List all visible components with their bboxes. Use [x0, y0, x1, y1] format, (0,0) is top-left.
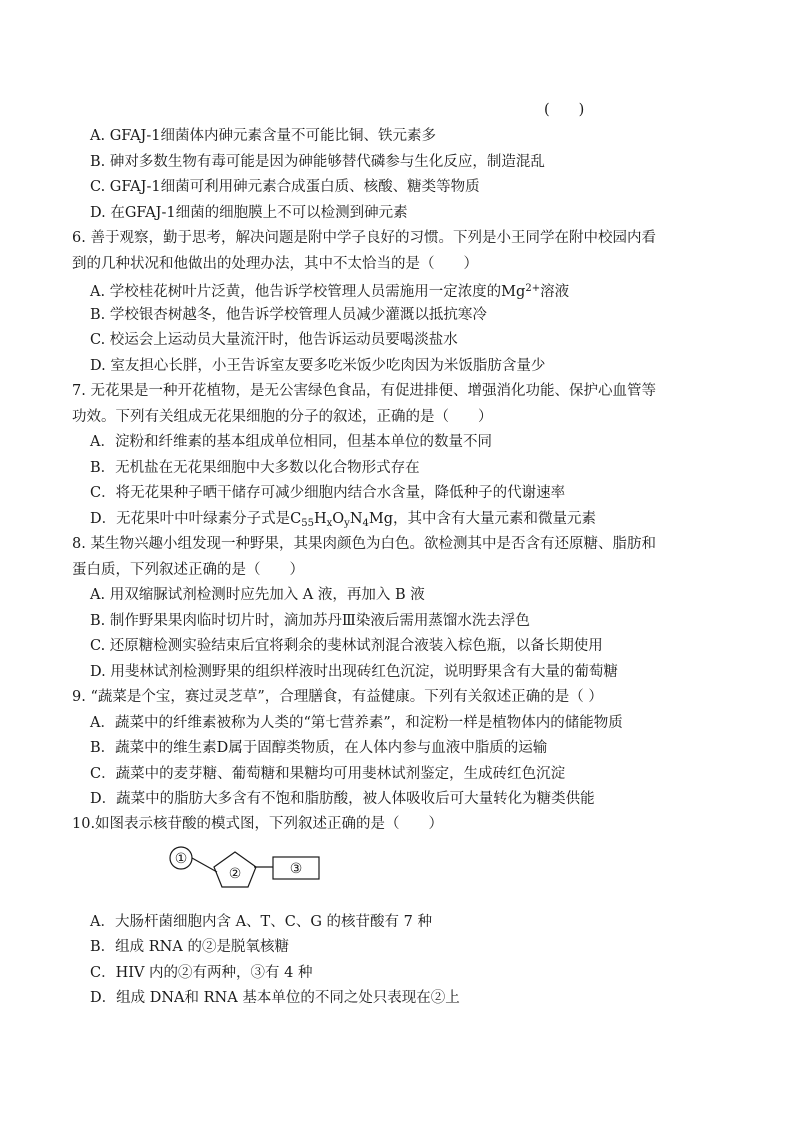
q5-option-b: B. 砷对多数生物有毒可能是因为砷能够替代磷参与生化反应，制造混乱: [90, 154, 545, 170]
nucleotide-diagram: [165, 842, 335, 892]
q10-option-d: D．组成 DNA和 RNA 基本单位的不同之处只表现在②上: [90, 990, 460, 1006]
q8-option-b: B. 制作野果果肉临时切片时，滴加苏丹Ⅲ染液后需用蒸馏水洗去浮色: [90, 613, 530, 629]
q5-option-d: D. 在GFAJ-1细菌的细胞膜上不可以检测到砷元素: [90, 205, 408, 221]
q7-stem-line2: 功效。下列有关组成无花果细胞的分子的叙述，正确的是（ ）: [72, 409, 493, 425]
q7-option-b: B．无机盐在无花果细胞中大多数以化合物形式存在: [90, 460, 420, 476]
q6-option-b: B. 学校银杏树越冬，他告诉学校管理人员减少灌溉以抵抗寒冷: [90, 307, 487, 323]
q10-option-c: C．HIV 内的②有两种，③有 4 种: [90, 965, 313, 981]
diagram-label-1: ①: [174, 851, 188, 867]
q9-option-d: D．蔬菜中的脂肪大多含有不饱和脂肪酸，被人体吸收后可大量转化为糖类供能: [90, 791, 595, 807]
q9-option-b: B．蔬菜中的维生素D属于固醇类物质，在人体内参与血液中脂质的运输: [90, 740, 548, 756]
q7-option-a: A．淀粉和纤维素的基本组成单位相同，但基本单位的数量不同: [90, 434, 492, 450]
q5-option-a: A. GFAJ-1细菌体内砷元素含量不可能比铜、铁元素多: [90, 128, 436, 144]
q8-stem-line2: 蛋白质，下列叙述正确的是（ ）: [72, 562, 304, 578]
q6-option-a: A. 学校桂花树叶片泛黄，他告诉学校管理人员需施用一定浓度的$Mg^{2+}$溶液: [90, 283, 570, 300]
q9-stem: 9. “蔬菜是个宝，赛过灵芝草”，合理膳食，有益健康。下列有关叙述正确的是（ ）: [72, 689, 603, 705]
q6-option-c: C. 校运会上运动员大量流汗时，他告诉运动员要喝淡盐水: [90, 332, 458, 348]
q8-stem-line1: 8. 某生物兴趣小组发现一种野果，其果肉颜色为白色。欲检测其中是否含有还原糖、脂肪和: [72, 536, 656, 552]
diagram-label-2: ②: [228, 866, 242, 882]
q10-option-b: B．组成 RNA 的②是脱氧核糖: [90, 939, 289, 955]
q5-answer-paren: ( ): [544, 102, 585, 118]
diagram-label-3: ③: [289, 861, 303, 877]
q9-option-a: A．蔬菜中的纤维素被称为人类的“第七营养素”，和淀粉一样是植物体内的储能物质: [90, 715, 623, 731]
q10-stem: 10.如图表示核苷酸的模式图，下列叙述正确的是（ ）: [72, 816, 444, 832]
q9-option-c: C．蔬菜中的麦芽糖、葡萄糖和果糖均可用斐林试剂鉴定，生成砖红色沉淀: [90, 766, 566, 782]
q8-option-d: D. 用斐林试剂检测野果的组织样液时出现砖红色沉淀，说明野果含有大量的葡萄糖: [90, 664, 618, 680]
q7-option-d: D．无花果叶中叶绿素分子式是$C_{55}H_xO_yN_4Mg$，其中含有大量元素和微量元素: [90, 511, 597, 529]
q8-option-c: C. 还原糖检测实验结束后宜将剩余的斐林试剂混合液装入棕色瓶，以备长期使用: [90, 638, 603, 654]
q5-option-c: C. GFAJ-1细菌可利用砷元素合成蛋白质、核酸、糖类等物质: [90, 179, 480, 195]
phosphate-sugar-bond: [192, 858, 217, 872]
q10-option-a: A．大肠杆菌细胞内含 A、T、C、G 的核苷酸有 7 种: [90, 914, 432, 930]
q6-option-d: D. 室友担心长胖，小王告诉室友要多吃米饭少吃肉因为米饭脂肪含量少: [90, 358, 546, 374]
q7-option-c: C．将无花果种子晒干储存可减少细胞内结合水含量，降低种子的代谢速率: [90, 485, 566, 501]
q7-stem-line1: 7. 无花果是一种开花植物，是无公害绿色食品，有促进排便、增强消化功能、保护心血管等: [72, 383, 656, 399]
q6-stem-line1: 6. 善于观察，勤于思考，解决问题是附中学子良好的习惯。下列是小王同学在附中校园内看: [72, 230, 656, 246]
q8-option-a: A. 用双缩脲试剂检测时应先加入 A 液，再加入 B 液: [90, 587, 425, 603]
q6-stem-line2: 到的几种状况和他做出的处理办法，其中不太恰当的是（ ）: [72, 256, 478, 272]
